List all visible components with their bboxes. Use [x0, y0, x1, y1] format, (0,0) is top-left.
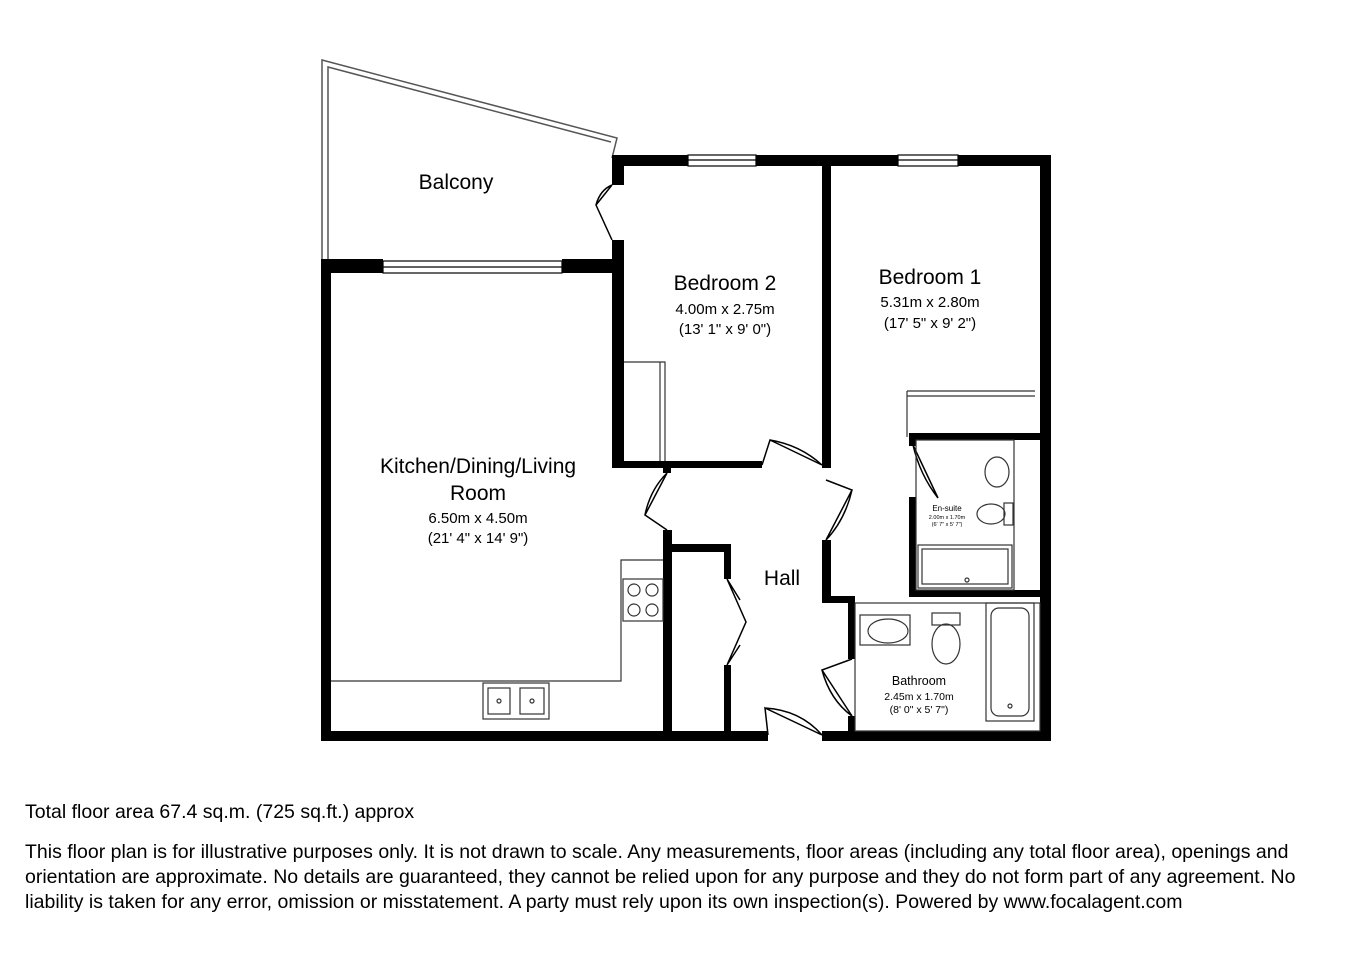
door-kitchen — [645, 473, 667, 530]
wardrobe-bedroom-2 — [624, 362, 665, 461]
bedroom-1-imperial: (17' 5" x 9' 2") — [883, 315, 977, 332]
bath-toilet — [932, 624, 960, 664]
door-bathroom — [822, 659, 852, 716]
bathroom-imperial: (8' 0" x 5' 7") — [889, 704, 949, 716]
bathtub — [986, 603, 1034, 721]
balcony-outline — [322, 60, 617, 262]
wardrobe-bedroom-1 — [907, 391, 1035, 437]
ensuite-toilet — [977, 504, 1005, 524]
balcony-label: Balcony — [418, 171, 494, 194]
kitchen-label-line1: Kitchen/Dining/Living — [379, 455, 577, 478]
kitchen-fixtures — [331, 560, 663, 719]
door-balcony — [596, 185, 612, 240]
ensuite-imperial: (6' 7" x 5' 7") — [931, 522, 963, 528]
hall-label: Hall — [763, 567, 801, 590]
disclaimer: This floor plan is for illustrative purposes only. It is not drawn to scale. Any measurements, floor areas (including any total floor area), openings and orientation are approximate. No details are guaranteed, they cannot be relied upon for any purpose and they do not form part of any agreement. No liability is taken for any error, omission or misstatement. A party must rely upon its own inspection(s). Powered by www.focalagent.com — [25, 841, 1296, 913]
bedroom-1-label: Bedroom 1 — [878, 266, 982, 289]
bath-toilet-cistern — [932, 613, 960, 625]
door-entrance — [765, 708, 822, 735]
door-ensuite — [913, 445, 938, 498]
kitchen-label-line2: Room — [449, 482, 507, 505]
bedroom-2-imperial: (13' 1" x 9' 0") — [678, 321, 772, 338]
bedroom-2-label: Bedroom 2 — [673, 272, 777, 295]
exterior-walls — [321, 155, 1051, 741]
total-floor-area: Total floor area 67.4 sq.m. (725 sq.ft.) approx — [25, 801, 415, 823]
kitchen-metric: 6.50m x 4.50m — [428, 510, 528, 527]
interior-walls — [612, 166, 855, 738]
ensuite-metric: 2.00m x 1.70m — [928, 515, 966, 521]
ensuite-label: En-suite — [932, 504, 962, 513]
footer — [25, 800, 1350, 915]
bathroom-label: Bathroom — [891, 674, 947, 688]
bathroom-metric: 2.45m x 1.70m — [884, 691, 954, 703]
door-cupboard — [727, 579, 746, 665]
bedroom-1-metric: 5.31m x 2.80m — [880, 294, 980, 311]
door-bedroom-2 — [762, 440, 822, 465]
door-bedroom-1 — [826, 480, 852, 540]
ensuite-basin — [985, 457, 1009, 487]
kitchen-imperial: (21' 4" x 14' 9") — [427, 530, 529, 547]
bedroom-2-metric: 4.00m x 2.75m — [675, 301, 775, 318]
hob — [623, 579, 663, 621]
